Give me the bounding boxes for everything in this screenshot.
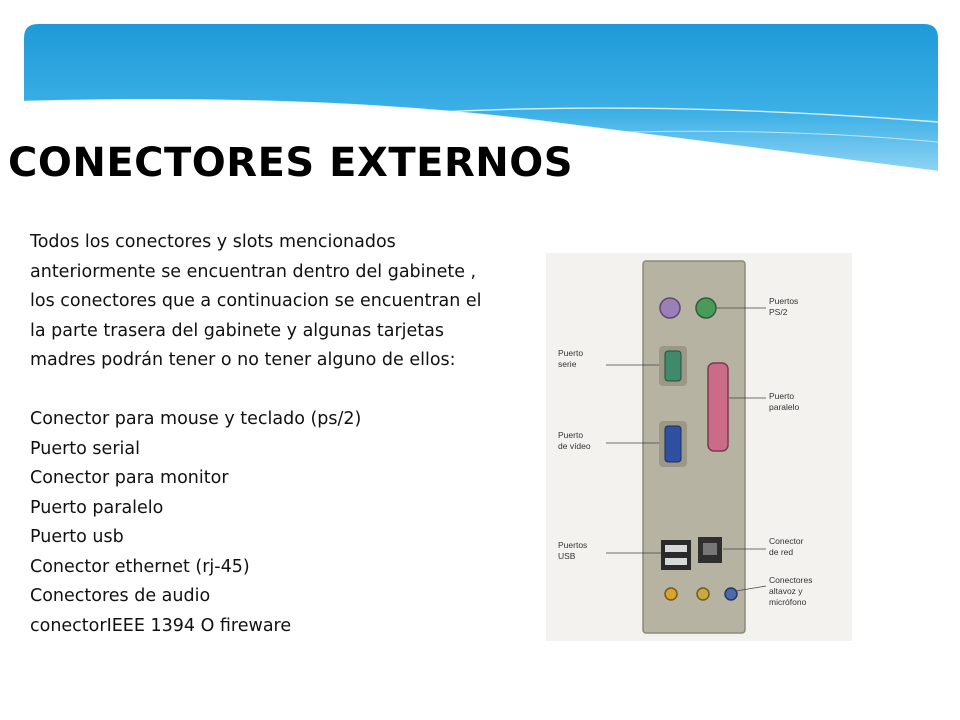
- label-serie-line1: Puerto: [558, 348, 584, 358]
- label-usb-line1: Puertos: [558, 540, 588, 550]
- list-item: Puerto paralelo: [30, 497, 164, 518]
- usb-port-1: [665, 545, 687, 552]
- list-item: Puerto serial: [30, 438, 140, 459]
- list-item: Conector para mouse y teclado (ps/2): [30, 409, 362, 429]
- label-audio-line3: micrófono: [769, 597, 807, 607]
- label-serie-line2: serie: [558, 359, 577, 369]
- parallel-port: [708, 363, 728, 451]
- video-port: [665, 426, 681, 462]
- audio-jack-3: [725, 588, 737, 600]
- ps2-mouse-port: [660, 298, 680, 318]
- label-red-line1: Conector: [769, 536, 804, 546]
- intro-paragraph: Todos los conectores y slots mencionados anteriormente se encuentran dentro del gabinete , los conectores que a continuacion se encuentran el la parte trasera del gabinete y algunas tarjetas madres podrán tener o no tener alguno de ellos:: [30, 232, 482, 370]
- list-item: conectorIEEE 1394 O fireware: [30, 615, 292, 636]
- label-ps2-line2: PS/2: [769, 307, 788, 317]
- label-audio-line2: altavoz y: [769, 586, 803, 596]
- connector-list: [30, 405, 500, 641]
- list-item: Conectores de audio: [30, 586, 211, 606]
- audio-jack-1: [665, 588, 677, 600]
- serial-port: [665, 351, 681, 381]
- audio-jack-2: [697, 588, 709, 600]
- label-ps2-line1: Puertos: [769, 296, 799, 306]
- label-audio-line1: Conectores: [769, 575, 813, 585]
- label-video-line2: de vídeo: [558, 441, 591, 451]
- body-text: [30, 228, 500, 641]
- label-paralelo-line2: paralelo: [769, 402, 800, 412]
- list-item: Conector ethernet (rj-45): [30, 556, 250, 577]
- slide-title: CONECTORES EXTERNOS: [8, 140, 574, 186]
- label-video-line1: Puerto: [558, 430, 584, 440]
- usb-port-2: [665, 558, 687, 565]
- label-usb-line2: USB: [558, 551, 576, 561]
- ps2-keyboard-port: [696, 298, 716, 318]
- label-red-line2: de red: [769, 547, 794, 557]
- list-item: Puerto usb: [30, 527, 124, 547]
- list-item: Conector para monitor: [30, 468, 229, 488]
- io-panel: [643, 261, 745, 633]
- rear-panel-figure: [546, 253, 852, 641]
- label-paralelo-line1: Puerto: [769, 391, 795, 401]
